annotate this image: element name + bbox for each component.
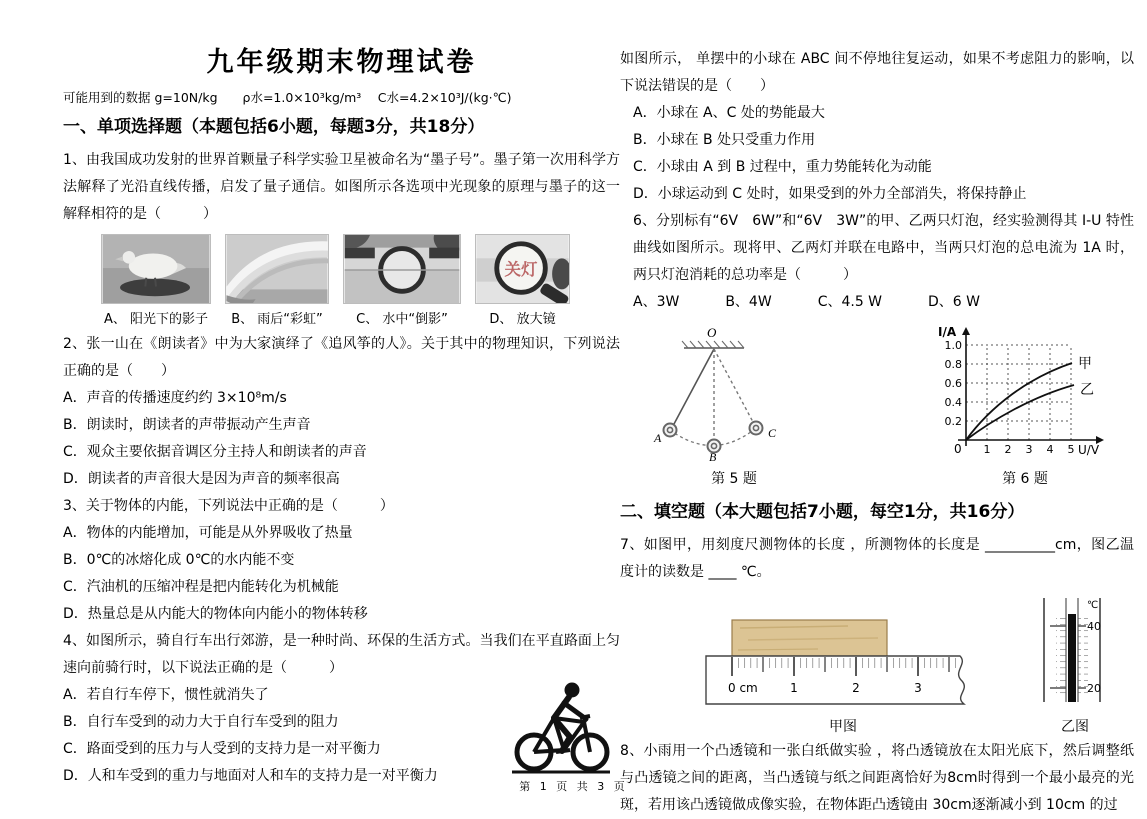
q3-option-a: A．物体的内能增加，可能是从外界吸收了热量	[63, 525, 353, 541]
right-column	[620, 46, 1134, 819]
q5-option-b: B．小球在 B 处只受重力作用	[633, 132, 816, 148]
q6-option-a: A、3W	[633, 294, 680, 310]
q1-photo-a	[101, 234, 211, 327]
constants-line: 可能用到的数据 g=10N/kg ρ水=1.0×10³kg/m³ C水=4.2×10³J/(kg·℃)	[63, 90, 512, 105]
q2-option-d: D．朗读者的声音很大是因为声音的频率很高	[63, 471, 340, 487]
q4-option-a: A．若自行车停下，惯性就消失了	[63, 687, 269, 703]
magnifier-image	[475, 234, 570, 304]
left-column	[63, 40, 620, 790]
q6-options-row	[620, 289, 1134, 316]
thermometer-diagram	[1036, 596, 1114, 710]
q4-option-b: B．自行车受到的动力大于自行车受到的阻力	[63, 714, 339, 730]
q7-stem: 7、如图甲，用刻度尺测物体的长度 ，所测物体的长度是 __________cm，图乙温度计的读数是 ____ ℃。	[620, 537, 1134, 580]
wood-block	[732, 620, 887, 656]
q1-photo-d	[475, 234, 570, 327]
q3-stem: 3、关于物体的内能，下列说法中正确的是（ ）	[63, 498, 394, 514]
pendulum-label-o: O	[707, 325, 717, 340]
magnified-text: 关灯	[504, 259, 538, 279]
ruler-measurement-diagram	[698, 610, 988, 710]
mercury-column	[1068, 614, 1076, 702]
q5-figure-caption: 第 5 题	[711, 471, 757, 487]
x-tick-3: 3	[1025, 443, 1033, 456]
ruler-tick-3: 3	[914, 681, 922, 695]
pendulum-label-a: A	[654, 431, 662, 445]
x-axis-label: U/V	[1078, 443, 1100, 457]
thermo-40-label: 40	[1087, 620, 1101, 633]
y-tick-0.6: 0.6	[944, 377, 962, 390]
y-tick-0.2: 0.2	[944, 415, 962, 428]
ruler-tick-0cm: 0 cm	[728, 681, 758, 695]
y-tick-0.4: 0.4	[944, 396, 962, 409]
q6-option-c: C、4.5 W	[817, 294, 883, 310]
curve-yi-label: 乙	[1080, 382, 1094, 398]
pendulum-label-b: B	[709, 450, 717, 462]
q4-option-c: C．路面受到的压力与人受到的支持力是一对平衡力	[63, 741, 381, 757]
q2-option-c: C．观众主要依据音调区分主持人和朗读者的声音	[63, 444, 367, 460]
q4-block	[63, 628, 620, 790]
x-tick-5: 5	[1067, 443, 1075, 456]
q2-option-a: A．声音的传播速度约约 3×10⁸m/s	[63, 390, 287, 406]
x-tick-2: 2	[1004, 443, 1012, 456]
q4-option-d: D．人和车受到的重力与地面对人和车的支持力是一对平衡力	[63, 768, 438, 784]
ruler-tick-2: 2	[852, 681, 860, 695]
bridge-reflection-image	[343, 234, 461, 304]
rainbow-image	[225, 234, 329, 304]
q4-stem: 4、如图所示，骑自行车出行郊游，是一种时尚、环保的生活方式。当我们在平直路面上匀速向前骑行时，以下说法正确的是（ ）	[63, 633, 620, 676]
x-tick-1: 1	[983, 443, 991, 456]
q1-option-b-label: B、 雨后“彩虹”	[231, 312, 323, 327]
q1-photo-c	[343, 234, 461, 327]
pendulum-figure	[644, 322, 824, 488]
y-tick-1.0: 1.0	[944, 339, 962, 352]
q7-figure-row	[698, 596, 1134, 736]
bicycle-icon	[506, 680, 616, 780]
q2-option-b: B．朗读时，朗读者的声带振动产生声音	[63, 417, 311, 433]
q1-figure-row	[101, 234, 620, 327]
q6-option-b: B、4W	[725, 294, 772, 310]
thermometer-figure	[1036, 596, 1114, 736]
thermo-20-label: 20	[1087, 682, 1101, 695]
iu-graph-figure	[936, 322, 1114, 488]
section1-heading: 一、单项选择题（本题包括6小题，每题3分，共18分）	[63, 117, 485, 137]
q6-option-d: D、6 W	[928, 294, 981, 310]
q5-stem: 如图所示， 单摆中的小球在 ABC 间不停地往复运动，如果不考虑阻力的影响，以下说法错误的是（ ）	[620, 51, 1134, 94]
q1-stem: 1、由我国成功发射的世界首颗量子科学实验卫星被命名为“墨子号”。墨子第一次用科学方法解释了光沿直线传播，启发了量子通信。如图所示各选项中光现象的原理与墨子的这一解释相符的是（ ）	[63, 152, 620, 222]
thermo-unit-label: ℃	[1087, 600, 1099, 611]
q1-option-a-label: A、 阳光下的影子	[103, 312, 209, 327]
pendulum-diagram	[644, 322, 824, 462]
q1-photo-b	[225, 234, 329, 327]
page-footer: 第 1 页 共 3 页	[519, 780, 628, 793]
origin-label: 0	[954, 442, 962, 456]
q3-option-c: C．汽油机的压缩冲程是把内能转化为机械能	[63, 579, 339, 595]
q3-option-b: B．0℃的冰熔化成 0℃的水内能不变	[63, 552, 295, 568]
q6-stem: 6、分别标有“6V 6W”和“6V 3W”的甲、乙两只灯泡，经实验测得其 I-U 特性曲线如图所示。现将甲、乙两灯并联在电路中，当两只灯泡的总电流为 1A 时，两只灯泡消耗的总功率是（ ）	[633, 213, 1134, 283]
y-axis-label: I/A	[938, 325, 957, 339]
ruler-tick-1: 1	[790, 681, 798, 695]
page-title: 九年级期末物理试卷	[206, 47, 477, 77]
cyclist-pictogram	[506, 680, 616, 784]
y-tick-0.8: 0.8	[944, 358, 962, 371]
q7-fig-yi-caption: 乙图	[1061, 719, 1089, 735]
x-tick-4: 4	[1046, 443, 1054, 456]
q8-stem: 8、小雨用一个凸透镜和一张白纸做实验 ，将凸透镜放在太阳光底下，然后调整纸与凸透镜之间的距离，当凸透镜与纸之间距离恰好为8cm时得到一个最小最亮的光斑，若用该凸透镜做成像实验，在物体距凸透镜由 30cm逐渐减小到 10cm 的过	[620, 743, 1134, 813]
q7-fig-jia-caption: 甲图	[829, 719, 857, 735]
q2-stem: 2、张一山在《朗读者》中为大家演绎了《追风筝的人》。关于其中的物理知识，下列说法正确的是（ ）	[63, 336, 620, 379]
q5-q6-figure-row	[620, 316, 1134, 488]
ruler-figure	[698, 610, 988, 736]
section2-heading: 二、填空题（本大题包括7小题，每空1分，共16分）	[620, 502, 1025, 522]
q1-option-d-label: D、 放大镜	[489, 312, 556, 327]
pendulum-balls	[664, 422, 763, 453]
curve-jia-label: 甲	[1078, 356, 1092, 372]
iu-characteristic-chart	[936, 322, 1114, 462]
curve-yi	[966, 385, 1074, 440]
dove-shadow-image	[101, 234, 211, 304]
pendulum-label-c: C	[768, 426, 777, 440]
q1-option-c-label: C、 水中“倒影”	[356, 312, 448, 327]
q5-option-c: C．小球由 A 到 B 过程中，重力势能转化为动能	[633, 159, 932, 175]
q5-option-a: A．小球在 A、C 处的势能最大	[633, 105, 825, 121]
q6-figure-caption: 第 6 题	[1002, 471, 1048, 487]
q3-option-d: D．热量总是从内能大的物体向内能小的物体转移	[63, 606, 368, 622]
q5-option-d: D．小球运动到 C 处时，如果受到的外力全部消失，将保持静止	[633, 186, 1027, 202]
